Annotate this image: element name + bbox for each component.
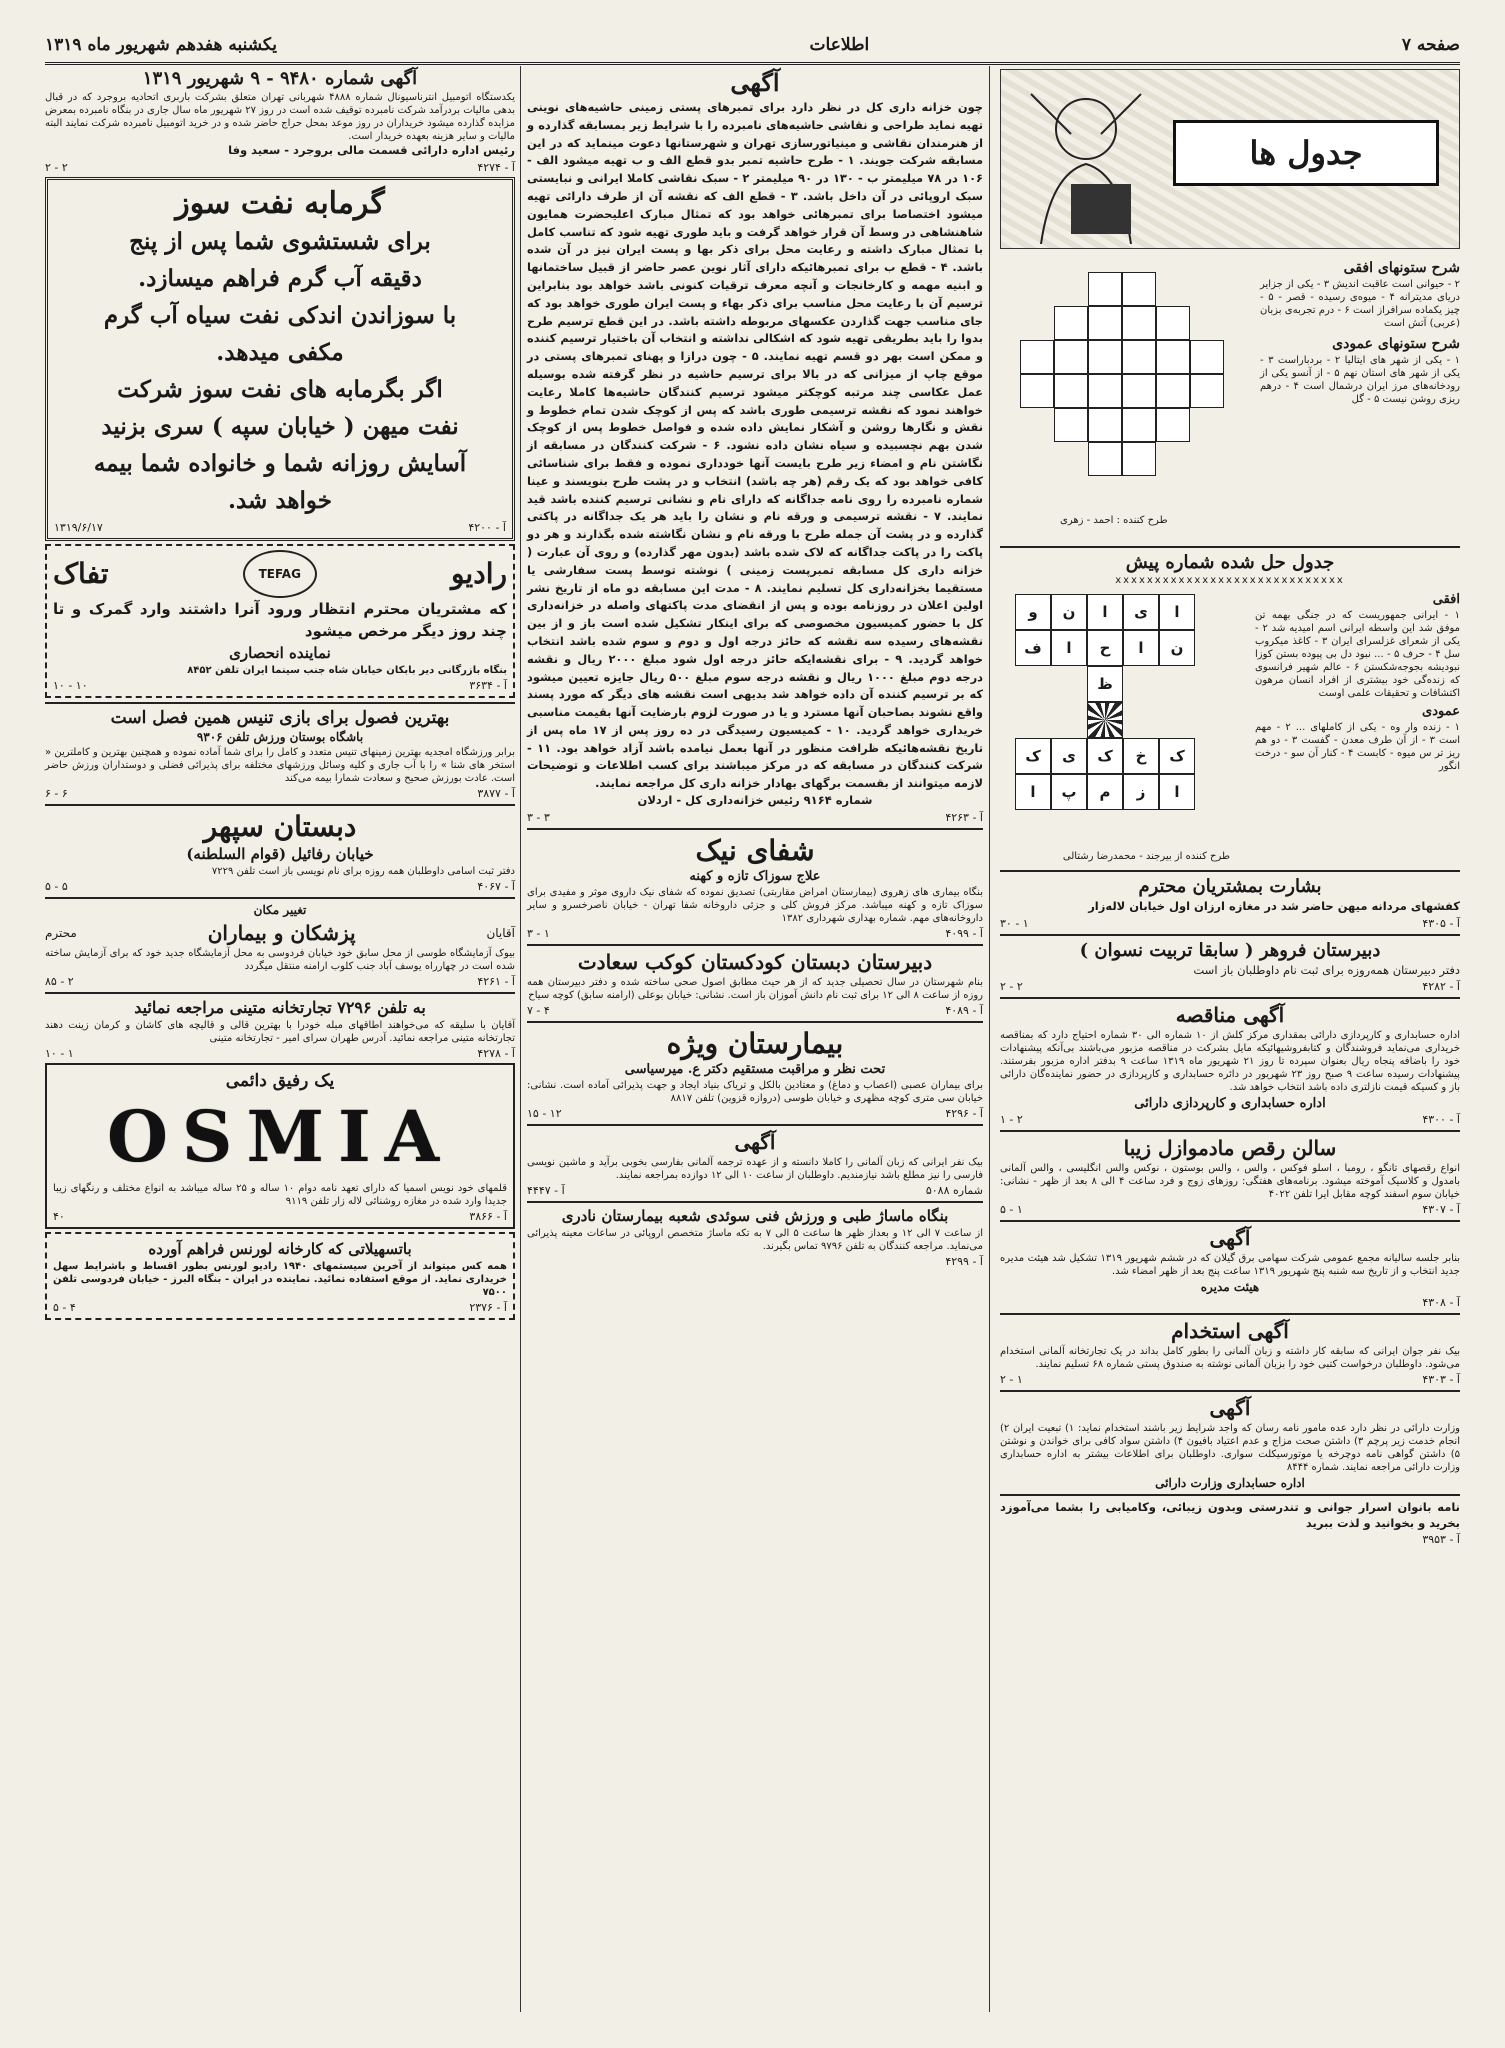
ad-notice1-code: آ - ۴۳۰۸ — [1422, 1296, 1460, 1309]
ad-tender-code: آ - ۴۳۰۰ — [1422, 1113, 1460, 1126]
ad-tennis-code: آ - ۳۸۷۷ — [477, 786, 515, 800]
ad-matini — [45, 998, 515, 1060]
ad-tender-ref: ۲ - ۱ — [1000, 1113, 1023, 1126]
ad-hospital-title: بیمارستان ویژه — [666, 1026, 844, 1060]
crossword-cell — [1088, 340, 1122, 374]
ad-move-body: بیوک آزمایشگاه طوسی از محل سابق خود خیابان فردوسی به محل آزمایشگاه جدید خود که برای آزمایش ساخته شده است در چهارراه یوسف آباد جنب کلوب ارامنه منتقل میگردد — [45, 947, 515, 972]
ad-treasury-code: آ - ۴۲۶۳ — [945, 810, 983, 824]
crossword-cell — [1088, 408, 1122, 442]
ad-move — [45, 903, 515, 988]
ad-radio-code: آ - ۳۶۳۴ — [469, 678, 507, 692]
solved-cell: ک — [1159, 738, 1195, 774]
ad-school-body: دفتر دبیرستان همه‌روزه برای ثبت نام داوطلبان باز است — [1193, 962, 1460, 977]
across-clues: ۲ - حیوانی است عاقبت اندیش ۳ - یکی از جزایر دریای مدیترانه ۴ - میوه‌ی رسیده - قصر - ۵ - چیز یکماده سرافراز است ۶ - درم‌ تجربه‌ی بزبان (عربی) آتش است — [1260, 279, 1460, 329]
ad-matini-code: آ - ۴۲۷۸ — [477, 1046, 515, 1060]
ad-osmia-title: یک رفیق دائمی — [225, 1070, 335, 1091]
ad-treasury — [527, 68, 983, 824]
crossword-cell — [1054, 374, 1088, 408]
ad-move-code: آ - ۴۲۶۱ — [477, 974, 515, 988]
solved-down-title: عمودی — [1422, 704, 1460, 719]
ad-notice2-title: آگهی — [1209, 1396, 1251, 1420]
ad-dance-ref: ۱ - ۵ — [1000, 1203, 1023, 1216]
puzzle-author: طرح کننده : احمد - زهری — [1060, 515, 1168, 526]
issue-date: یکشنبه هفدهم شهریور ماه ۱۳۱۹ — [45, 35, 278, 55]
ad-bath-line: اگر بگرمابه های نفت سوز شرکت — [117, 375, 443, 403]
across-title: شرح ستونهای افقی — [1343, 260, 1460, 276]
ad-car-body: یکدستگاه اتومبیل انترناسیونال شماره ۴۸۸۸ شهربانی تهران متعلق بشرکت باربری اتحادیه بروجرد که در قبال بدهی مالیات بردرآمد شرکت نامبرده توقیف شده است در روز ۲۷ شهریور ماه سال جاری در بنگاه نامبرده بمعرض مزایده گذارده میشود خریداران در روز موعد بمحل حراج حاضر شده و در خرید اتومبیل نامبرده شرکت نمایند البته مالیات و سایر هزینه بعهده خریدار است. — [45, 92, 516, 142]
ad-dance — [1000, 1136, 1460, 1216]
ad-hospital-sub: تحت نظر و مراقبت مستقیم دکتر ع. میرسیاسی — [624, 1061, 886, 1077]
solved-cell — [1159, 702, 1195, 738]
ad-radio-title: رادیو — [450, 557, 507, 590]
ad-hospital-code: آ - ۴۲۹۶ — [945, 1106, 983, 1120]
ad-lorenz-title: باتسهیلاتی که کارخانه لورنس فراهم آورده — [148, 1239, 412, 1258]
ad-matini-ref: ۱ - ۱۰ — [45, 1046, 74, 1060]
ad-sepehr — [45, 810, 515, 893]
ad-kowkab-code: آ - ۴۰۸۹ — [945, 1003, 983, 1017]
crossword-cell — [1122, 340, 1156, 374]
solved-cell — [1123, 702, 1159, 738]
crossword-cell — [1122, 408, 1156, 442]
solved-cell: پ — [1051, 774, 1087, 810]
solved-cell — [1015, 666, 1051, 702]
crossword-cell — [1054, 272, 1088, 306]
ad-tennis-ref: ۶ - ۶ — [45, 786, 68, 800]
crossword-grid — [1020, 272, 1224, 476]
ad-tender-title: آگهی مناقصه — [1175, 1003, 1285, 1027]
ad-tennis-title: بهترین فصول برای بازی تنیس همین فصل است — [110, 707, 450, 728]
ad-lorenz-code: آ - ۲۳۷۶ — [469, 1300, 507, 1314]
down-title: شرح ستونهای عمودی — [1332, 336, 1460, 352]
solved-cell: ک — [1015, 738, 1051, 774]
ad-shoes-title: بشارت بمشتریان محترم — [1138, 876, 1322, 897]
solved-cell: ا — [1015, 774, 1051, 810]
ad-tender-body: اداره حسابداری و کارپردازی دارائی بمقداری مرکز کلش از ۱۰ شماره الی ۳۰ شماره احتیاج دارد که بمناقصه خریداری می‌نماید فروشندگان و کتابفروشیهائیکه مایل بشرکت در مناقصه مزبور می‌باشند بی‌آنکه پیشنهادات خود را باضافه پنجاه ریال بعنوان سپرده تا روز ۲۱ شهریور ماه ۱۳۱۹ ساعت ۹ بدفتر اداره مزبور بفرستند. پیشنهادات رسیده ساعت ۹ صبح روز ۲۳ شهریور در دائره حسابداری و کارپردازی در حضور نماینده‌گان دارائی باز و کسیکه قیمت نازلتری داده باشد انتخاب خواهد شد. — [1000, 1030, 1461, 1093]
ad-bath-title: گرمابه نفت سوز — [175, 185, 385, 221]
solved-cell — [1015, 702, 1051, 738]
solved-cell: ا — [1123, 630, 1159, 666]
solved-title: جدول حل شده شماره پیش — [1125, 552, 1335, 573]
down-clues: ۱ - یکی از شهر های ایتالیا ۲ - بردباراست ۳ - یکی از شهر های استان نهم ۵ - از آنسو یکی از رودخانه‌های مرز ایران درشمال است ۴ - درهم ریزی روشن نیست ۵ - گل — [1260, 355, 1461, 405]
puzzle-banner — [1000, 69, 1460, 249]
solved-cell — [1087, 702, 1123, 738]
column-left — [45, 66, 515, 2012]
solved-cell: و — [1015, 594, 1051, 630]
ad-clinic-title: شفای نیک — [695, 833, 815, 867]
ad-lorenz-ref: ۴ - ۵ — [53, 1300, 76, 1314]
ad-bath-line: آسایش روزانه شما و خانواده شما بیمه — [93, 449, 467, 477]
puzzle-section — [1000, 252, 1460, 542]
ad-clinic — [527, 834, 983, 940]
crossword-cell — [1088, 272, 1122, 306]
ad-treasury-sign: شماره ۹۱۶۴ رئیس خزانه‌داری کل - اردلان — [637, 793, 873, 808]
ad-move-right: آقایان — [486, 925, 515, 940]
ad-sport-body: از ساعت ۷ الی ۱۲ و بعداز ظهر ها ساعت ۵ الی ۷ به تکه ماساژ متخصص اروپائی در ساعات معینه پذیرائی می‌نماید. مراجعه کنندگان به تلفن ۹۷۹۶ تماس بگیرند. — [527, 1227, 983, 1252]
solved-cell: ن — [1159, 630, 1195, 666]
ad-shoes-body: کفشهای مردانه میهن حاضر شد در مغازه ارزان اول خیابان لاله‌زار — [1088, 899, 1460, 913]
ad-shoes-ref: ۱ - ۳۰ — [1000, 916, 1029, 930]
crossword-cell — [1190, 340, 1224, 374]
ad-hire-title: آگهی استخدام — [1171, 1319, 1289, 1343]
ad-shoes — [1000, 876, 1460, 930]
crossword-cell — [1156, 408, 1190, 442]
ad-dance-code: آ - ۴۳۰۷ — [1422, 1203, 1460, 1216]
ad-school-title: دبیرستان فروهر ( سابقا تربیت نسوان ) — [1079, 939, 1381, 961]
crossword-cell — [1054, 340, 1088, 374]
ad-radio — [45, 544, 515, 698]
ad-car-title: آگهی شماره ۹۴۸۰ - ۹ شهریور ۱۳۱۹ — [142, 68, 418, 89]
solved-cell: ز — [1123, 774, 1159, 810]
ad-sepehr-title: دبستان سپهر — [203, 809, 357, 843]
ad-car-sign: رئیس اداره دارائی قسمت مالی بروجرد - سعید وفا — [228, 143, 515, 157]
ad-notice1 — [1000, 1226, 1460, 1309]
ad-matini-body: آقایان با سلیقه که می‌خواهند اطاقهای مبله خودرا با بهترین قالی و قالیچه های کاشان و کرمان زینت دهند تجارتخانه متینی مراجعه نمائید. آدرس طهران سرای امیر - تجارتخانه متینی — [45, 1019, 515, 1044]
crossword-cell — [1156, 272, 1190, 306]
ad-notice3-ref: شماره ۵۰۸۸ — [925, 1183, 983, 1197]
solved-cell: م — [1087, 774, 1123, 810]
ad-clinic-ref: ۱ - ۳ — [527, 926, 550, 940]
page-header — [45, 28, 1460, 65]
ad-move-ref: ۲ - ۸۵ — [45, 974, 74, 988]
ad-bath-line: مکفی میدهد. — [216, 338, 344, 366]
crossword-cell — [1020, 408, 1054, 442]
ad-tennis-body: برابر ورزشگاه امجدیه بهترین زمینهای تنیس متعدد و کامل را برای شما آماده نموده و همچنین بهترین و کاملترین « استخر های شنا » را با آب جاری و کلیه وسائل ورزشهای مختلفه برای پذیرائی فضلی و دوستداران ورزش حاضر است. عادت بورزش صحیح و سعادت شمارا بیمه می‌کند — [45, 746, 515, 784]
ad-clinic-code: آ - ۴۰۹۹ — [945, 926, 983, 940]
ad-school — [1000, 940, 1460, 994]
crossword-cell — [1156, 442, 1190, 476]
puzzle-banner-title: جدول ها — [1173, 120, 1439, 186]
ad-bath — [45, 177, 515, 541]
solved-cell — [1159, 666, 1195, 702]
ad-shoes-code: آ - ۴۳۰۵ — [1422, 916, 1460, 930]
ad-hire-ref: ۱ - ۲ — [1000, 1373, 1023, 1386]
ad-treasury-title: آگهی — [730, 68, 780, 97]
crossword-cell — [1190, 374, 1224, 408]
ad-sport-code: آ - ۴۲۹۹ — [945, 1254, 983, 1268]
ad-bath-ref: ۱۳۱۹/۶/۱۷ — [54, 520, 103, 534]
ad-notice1-title: آگهی — [1209, 1226, 1251, 1250]
ad-radio-ref: ۱۰ - ۱۰ — [53, 678, 88, 692]
solved-across: ۱ - ایرانی جمهوریست که در جنگی بهمه تن موفق شد این واسطه ایرانی اسم امیدیه شد ۲ - یکی از شعرای غزلسرای ایران ۳ - کاغذ میکروب سل ۴ - حرف ۵ - ... نبود دل بی پیوده بستن کوزا نبودیشه بجوجه‌شکستن ۶ - عالم شهیر فرانسوی که زنده‌گی خود بیشتری از افراد انسان مرهون اکتشافات و تحقیقات علمی اوست — [1255, 610, 1460, 699]
ad-tender-sign: اداره حسابداری و کارپردازی دارائی — [1134, 1096, 1326, 1111]
solved-cell: ف — [1015, 630, 1051, 666]
ad-hospital-ref: ۱۲ - ۱۵ — [527, 1106, 562, 1120]
ad-osmia-body: قلمهای خود نویس اسمیا که دارای تعهد نامه دوام ۱۰ ساله و ۲۵ ساله میباشد به انواع مختلف و رنگهای زیبا جدیدا وارد شده در مغازه روشنائی لاله زار تلفن ۹۱۱۹ — [53, 1182, 508, 1207]
ad-bath-code: آ - ۴۲۰۰ — [468, 520, 506, 534]
ad-matini-title: به تلفن ۷۲۹۶ تجارتخانه متینی مراجعه نمائید — [134, 997, 426, 1017]
solved-cell: ن — [1051, 594, 1087, 630]
ad-osmia — [45, 1063, 515, 1229]
solved-cell — [1123, 666, 1159, 702]
solved-author: طرح کننده از بیرجند - محمدرضا رشتالی — [1062, 851, 1230, 862]
ad-bath-line: برای شستشوی شما پس از پنج — [129, 227, 431, 255]
solved-cell: ک — [1087, 738, 1123, 774]
crossword-cell — [1020, 340, 1054, 374]
solved-cell — [1051, 702, 1087, 738]
crossword-cell — [1190, 442, 1224, 476]
crossword-cell — [1122, 442, 1156, 476]
crossword-cell — [1156, 306, 1190, 340]
osmia-logo: OSMIA — [106, 1094, 454, 1178]
ad-osmia-ref: ۴۰ — [53, 1209, 65, 1223]
crossword-cell — [1054, 442, 1088, 476]
crossword-cell — [1054, 408, 1088, 442]
ad-beauty-body: نامه بانوان اسرار جوانی و تندرستی وبدون زیبائی، وکامیابی را بشما می‌آموزد بخرید و بخوانید و لذت ببرید — [1000, 1500, 1460, 1530]
ad-dance-title: سالن رقص مادموازل زیبا — [1123, 1136, 1337, 1160]
ad-osmia-code: آ - ۳۸۶۶ — [469, 1209, 507, 1223]
ad-school-code: آ - ۴۲۸۲ — [1422, 980, 1460, 993]
ad-notice2-sign: اداره حسابداری وزارت دارائی — [1155, 1476, 1305, 1490]
ad-car-code: آ - ۴۲۷۴ — [477, 160, 515, 174]
ad-notice1-body: بنابر جلسه سالیانه مجمع عمومی شرکت سهامی برق گیلان که در ششم شهریور ۱۳۱۹ تشکیل شد هیئت مدیره جدید انتخاب و از تاریخ سه شنبه پنج شهریور ۱۳۱۹ ساعت پنج بعد از ظهر امضاء شد. — [1000, 1253, 1460, 1277]
ad-notice3-body: بیک نفر ایرانی که زبان آلمانی را کاملا دانسته و از عهده ترجمه آلمانی بفارسی بخوبی برآید و ماشین نویسی فارسی را نیز مطلع باشد نیازمندیم. داوطلبان از ساعت ۱۰ الی ۱۲ دوازده بمراجعه نمایند. — [527, 1156, 983, 1181]
ad-sepehr-code: آ - ۴۰۶۷ — [477, 879, 515, 893]
ad-sport-title: بنگاه ماساژ طبی و ورزش فنی سوئدی شعبه بیمارستان نادری — [561, 1206, 949, 1225]
ad-notice3-code: آ - ۴۴۴۷ — [527, 1183, 565, 1197]
solved-cell: ا — [1159, 774, 1195, 810]
ad-tennis-sub: باشگاه بوستان ورزش تلفن ۹۳۰۶ — [196, 729, 364, 744]
ad-radio-addr: بنگاه بازرگانی دیر بابکان خیابان شاه جنب سینما ایران تلفن ۸۴۵۲ — [187, 664, 507, 676]
crossword-cell — [1020, 374, 1054, 408]
ad-bath-line: نفت میهن ( خیابان سپه ) سری بزنید — [101, 412, 459, 440]
ad-notice2 — [1000, 1396, 1460, 1490]
crossword-cell — [1122, 374, 1156, 408]
ad-tennis — [45, 708, 515, 800]
solved-cell: ی — [1051, 738, 1087, 774]
ad-dance-body: انواع رقصهای تانگو ، رومبا ، اسلو فوکس ، والس ، والس بوستون ، نوکس والس انگلیسی ، والس آلمانی بامدول و کلاسیک آموخته میشود. برنامه‌های هفتگی: روزهای زوج و فرد ساعت ۴ الی ۸ بعد از ظهر - نشانی: خیابان سوم اسفند کوچه مقابل ایرا تلفن ۴۰۲۲ — [1000, 1163, 1460, 1200]
ad-radio-rep: نماینده انحصاری — [229, 643, 331, 662]
column-middle — [520, 66, 990, 2012]
ad-notice2-body: وزارت دارائی در نظر دارد عده مامور نامه رسان که واجد شرایط زیر باشند استخدام نماید: ۱) تبعیت ایران ۲) انجام خدمت زیر پرچم ۳) داشتن صحت مزاج و عدم اعتیاد بافیون ۴) داشتن سواد کافی برای خواندن و نوشتن ۵) داشتن گواهی نامه دوچرخه یا موتورسیکلت سواری. داوطلبان برای اطلاعات بیشتر به اداره حسابداری وزارت دارائی مراجعه نمایند. شماره ۸۴۴۴ — [1000, 1423, 1460, 1473]
crossword-cell — [1190, 306, 1224, 340]
column-right: جدول ها شرح ستونهای افقی ۲ - حیوانی است عاقبت اندیش ۳ - یکی از جزایر دریای مدیترانه ۴ - میوه‌ی رسیده - قصر - ۵ - چیز یکماده سرافراز است ۶ - درم‌ تجربه‌ی بزبان (عربی) آتش است شرح ستونهای عمودی ۱ - یکی از شهر های ایتالیا ۲ - بردباراست ۳ - یکی از شهر های استان نهم ۵ - از آنسو یکی از رودخانه‌های مرز ایران درشمال است ۴ - درهم ریزی روشن نیست ۵ - گل طرح کننده : احمد - زهری جدول حل شده شماره پیش xxxxxxxxxxxxxxxxxxxxxxxxxxxxx افقی ۱ - ایرانی جمهوریست که در جنگی بهمه تن موفق شد این واسطه ایرانی اسم امیدیه شد ۲ - یکی از شعرای غزلسرای ایران ۳ - کاغذ میکروب سل ۴ - حرف ۵ - ... نبود دل بی پیوده بستن کوزا نبودیشه بجوجه‌شکستن ۶ - عالم شهیر فرانسوی که زنده‌گی خود بیشتری از افراد انسان مرهون اکتشافات و تحقیقات علمی اوست عمودی ۱ - زنده وار وه - یکی از کاملهای ... ۲ - مهم است ۳ - از آن طرف معدن - گفست ۳ - دو هم ریز تر س میوه - کابست ۴ - کنار آن سو - درخت انگور ا ی ا ن و ن ا ح ا ف ظ ک خ ک ی ک ا ز م پ ا طرح کننده از بیرجند - محمدرضا رشتالی بشارت بمشتریان محترم کفشهای مردانه میهن حاضر شد در مغازه ارزان اول خیابان لاله‌زار آ - ۴۳۰۵ ۱ - ۳۰ دبیرستان فروهر ( سابقا تربیت نسوان ) دفتر دبیرستان همه‌روزه برای ثبت نام داوطلبان باز است آ - ۴۲۸۲ ۲ - ۲ آگهی مناقصه اداره حسابداری و کارپردازی دارائی بمقداری مرکز کلش از ۱۰ شماره الی ۳۰ شماره احتیاج دارد که بمناقصه خریداری می‌نماید فروشندگان و کتابفروشیهائیکه مایل بشرکت در مناقصه مزبور می‌باشند بی‌آنکه پیشنهادات خود را باضافه پنجاه ریال بعنوان سپرده تا روز ۲۱ شهریور ماه ۱۳۱۹ ساعت ۹ بدفتر اداره مزبور بفرستند. پیشنهادات رسیده ساعت ۹ صبح روز ۲۳ شهریور در دائره حسابداری و کارپردازی در حضور نماینده‌گان دارائی باز و کسیکه قیمت نازلتری داده باشد انتخاب خواهد شد. اداره حسابداری و کارپردازی دارائی آ - ۴۳۰۰ ۲ - ۱ سالن رقص مادموازل زیبا انواع رقصهای تانگو ، رومبا ، اسلو فوکس ، والس ، والس بوستون ، نوکس والس انگلیسی ، والس آلمانی بامدول و کلاسیک آموخته میشود. برنامه‌های هفتگی: روزهای زوج و فرد ساعت ۴ الی ۸ بعد از ظهر - نشانی: خیابان سوم اسفند کوچه مقابل ایرا تلفن ۴۰۲۲ آ - ۴۳۰۷ ۱ - ۵ آگهی بنابر جلسه سالیانه مجمع عمومی شرکت سهامی برق گیلان که در ششم شهریور ۱۳۱۹ تشکیل شد هیئت مدیره جدید انتخاب و از تاریخ سه شنبه پنج شهریور ۱۳۱۹ ساعت پنج بعد از ظهر امضاء شد. هیئت مدیره آ - ۴۳۰۸ آگهی استخدام بیک نفر جوان ایرانی که سابقه کار داشته و زبان آلمانی را بطور کامل بداند در یک تجارتخانه آلمانی استخدام می‌شود. داوطلبان درخواست کتبی خود را بزبان آلمانی نوشته به صندوق پستی شماره ۶۸ تسلیم نمایند. آ - ۴۳۰۳ ۱ - ۲ آگهی وزارت دارائی در نظر دارد عده مامور نامه رسان که واجد شرایط زیر باشند استخدام نماید: ۱) تبعیت ایران ۲) انجام خدمت زیر پرچم ۳) داشتن صحت مزاج و عدم اعتیاد بافیون ۴) داشتن سواد کافی برای خواندن و نوشتن ۵) داشتن گواهی نامه دوچرخه یا موتورسیکلت سواری. داوطلبان برای اطلاعات بیشتر به اداره حسابداری وزارت دارائی مراجعه نمایند. شماره ۸۴۴۴ اداره حسابداری وزارت دارائی نامه بانوان اسرار جوانی و تندرستی وبدون زیبائی، وکامیابی را بشما می‌آموزد بخرید و بخوانید و لذت ببرید آ - ۳۹۵۳ — [1000, 66, 1460, 2012]
crossword-cell — [1020, 272, 1054, 306]
solved-cell: خ — [1123, 738, 1159, 774]
ad-lorenz — [45, 1232, 515, 1320]
tefag-logo: TEFAG — [243, 550, 317, 598]
ad-kowkab — [527, 950, 983, 1017]
crossword-cell — [1088, 374, 1122, 408]
crossword-cell — [1190, 408, 1224, 442]
ad-clinic-body: بنگاه بیماری های زهروی (بیمارستان امراض مقاربتی) تصدیق نموده که شفای نیک داروی موثر و مفیدی برای سوزاک تازه و کهنه میباشد. مرکز فروش کلی و جزئی داروخانه شفا تهران - خیابان ناصرخسرو و سایر داروخانه‌های مهم. شماره بهداری شهرداری ۱۳۸۲ — [527, 886, 983, 924]
ad-hospital-body: برای بیماران عصبی (اعصاب و دماغ) و معتادین بالکل و تریاک بنیاد ایجاد و جهت پذیرائی آماده است. نشانی: خیابان سی متری کوچه مظهری و خیابان طوسی (دروازه قزوین) تلفن ۸۸۱۷ — [527, 1079, 983, 1104]
crossword-cell — [1020, 306, 1054, 340]
ad-kowkab-body: بنام شهرستان در سال تحصیلی جدید که از هر حیث مطابق اصول صحی ساخته شده و دفتر دبیرستان همه روزه از ساعت ۸ الی ۱۲ برای ثبت نام دانش آموزان باز است. نشانی: خیابان بوعلی (ارامنه سابق) کوچه سیاح — [527, 976, 983, 1001]
ad-beauty — [1000, 1500, 1460, 1546]
ad-kowkab-title: دبیرستان دبستان کودکستان کوکب سعادت — [577, 949, 933, 974]
solved-cell: ا — [1159, 594, 1195, 630]
solved-cell: ح — [1087, 630, 1123, 666]
ad-bath-lines — [54, 223, 506, 519]
ad-notice1-sign: هیئت مدیره — [1200, 1280, 1260, 1294]
ad-car-ref: ۲ - ۲ — [45, 160, 68, 174]
crossword-cell — [1156, 340, 1190, 374]
paper-name: اطلاعات — [809, 35, 870, 55]
ad-sepehr-body: دفتر ثبت اسامی داوطلبان همه روزه برای نام نویسی باز است تلفن ۷۲۲۹ — [211, 865, 515, 877]
ad-car — [45, 68, 515, 174]
ad-hire-code: آ - ۴۳۰۳ — [1422, 1373, 1460, 1386]
solved-grid — [1015, 594, 1195, 810]
crossword-cell — [1156, 374, 1190, 408]
solved-cell: ظ — [1087, 666, 1123, 702]
crossword-cell — [1020, 442, 1054, 476]
ad-move-left: محترم — [45, 925, 77, 940]
solved-across-title: افقی — [1432, 592, 1460, 607]
ad-sepehr-sub: خیابان رفائیل (قوام السلطنه) — [186, 844, 374, 863]
ad-move-title: پزشکان و بیماران — [207, 920, 356, 945]
ad-bath-line: با سوزاندن اندکی نفت سیاه آب گرم — [103, 301, 457, 329]
crossword-cell — [1088, 306, 1122, 340]
ad-notice3-title: آگهی — [734, 1129, 776, 1154]
crossword-cell — [1122, 272, 1156, 306]
crossword-cell — [1190, 272, 1224, 306]
puzzle-illustration — [1011, 74, 1161, 244]
ad-notice3 — [527, 1130, 983, 1197]
ad-bath-line: خواهد شد. — [227, 486, 333, 514]
ad-treasury-body: چون خزانه داری کل در نظر دارد برای تمبرهای پستی زمینی حاشیه‌های نوینی تهیه نماید طراحی و نقاشی حاشیه‌های نامبرده را با شرایط زیر بمسابقه گذارده و از هنرمندان نقاشی و مینیاتورسازی تهران و شهرستانها دعوت مینماید که در این مسابقه شرکت جویند. ۱ - طرح حاشیه تمبر بدو قطع الف و ب تهیه میشود الف - ۱۰۶ در ۷۸ میلیمتر ب - ۱۳۰ در ۹۰ میلیمتر ۲ - سبک نقاشی کاملا ایرانی و نبایستی سبک اروپائی در آن داخل باشد. ۳ - قطع الف که نقشه آن از طرف دارائی تهیه میشود اختصاصا برای تمبرهائی خواهد بود که تمثال مبارک اعلیحضرت همایون شاهنشاهی در وسط آن قرار خواهد گرفت و باید طوری تهیه شود که تناسب کامل با تمثال مبارک داشته و رعایت محل برای ذکر بها و پست ایران نیز در آن شده باشد. ۴ - قطع ب برای تمبرهائیکه دارای آثار نوین عصر حاضر از قبیل ساختمانها و ابنیه مهمه و کارخانجات و آنچه معرف ترقیات کنونی باشد خواهد بود بنابراین ترسیم آن با رعایت محل مناسب برای ذکر بهاء و پست ایران طوری خواهد بود که جای مناسب جهت گذاردن عکسهای مربوطه داشته باشد. در این قطع ترسیم طرح بدوا را باید بطریقی تهیه شود که اشکالی نداشته و انتخاب آن باختیار ترسیم کننده و ممکن است بهر دو قسم تهیه نمایند. ۵ - چون درازا و پهنای تمبرهای پستی در موقع چاپ از میزانی که در بالا برای ترسیم حاشیه در نظر گرفته شده بوسیله عمل عکاسی چند مرتبه کوچکتر میشود ترسیم کنندگان حاشیه‌ها کاملا رعایت خواهند نمود که نقشه ترسیمی طوری باشد که پس از کوچک شدن تمام خطوط و نقش و نگارها روشن و آشکار نمایش داده شده و فواصل خطوط پس از کوچک شدن بهم نچسبیده و سیاه نشان داده نشود. ۶ - شرکت کنندگان در مسابقه از نگاشتن نام و امضاء زیر طرح بایست آنها خودداری نموده و فقط برای شناسائی کافی خواهد بود که یک رقم (هر چه باشد) انتخاب و در پشت طرح بنویسند و عینا شماره نامبرده را روی نامه جداگانه که دارای نام و نشانی ترسیم کننده باشد قید نمایند. ۷ - نقشه ترسیمی و ورقه نام و نشان را باید هر یک جداگانه در پاکتی گذارده و در پشت آن جمله طرح با ورقه نام و نشان نگاشته شده بگذارند و هر دو پاکت را در پاکت جداگانه که لاک شده باشد (بدون مهر گذارده) و روی آن عبارت ( خزانه داری کل مسابقه تمبرپست زمینی ) نوشته توسط پست سفارشی یا مستقیما بخزانه‌داری کل تسلیم نمایند. ۸ - مدت این مسابقه دو ماه از تاریخ نشر اولین اعلان در روزنامه بوده و پس از انقضای مدت پاکتهای واصله در خزانه‌داری کل با حضور کمیسیون مخصوصی که برای اینکار تشکیل شده است باز و از بین نقشه‌های رسیده سه نقشه که حائز درجه اول و دوم و سوم شده باشد انتخاب خواهد گردید. ۹ - برای نقشه‌ایکه حائز درجه اول شود مبلغ ۲۰۰۰ ریال و نقشه درجه دوم مبلغ ۱۰۰۰ ریال و نقشه درجه سوم مبلغ ۵۰۰ ریال جایزه تعیین میشود که بر ترسیم کننده آن داده خواهد شد بدیهی است نقشه های دیگر که مورد پسند واقع نشوند بصاحبان آنها مسترد و یا در صورت لزوم بارضایت آنها بقیمت مناسبی خریداری خواهد گردید. ۱۰ - کمیسیون رسیدگی در ده روز پس از ۱۷ ماه پس از تاریخ نقشه‌هائیکه ظرافت منظور در آنها بعمل نیامده باشد آزاد خواهد بود. ۱۱ - شرکت کنندگان در مسابقه که در مرکز میباشند برای کسب اطلاعات و توضیحات لازمه میتوانند از بقسمت برگهای بهادار خزانه داری کل مراجعه نمایند. — [527, 100, 984, 791]
ad-treasury-ref: ۳ - ۳ — [527, 810, 550, 824]
ad-bath-line: دقیقه آب گرم فراهم میسازد. — [138, 264, 422, 292]
solved-down: ۱ - زنده وار وه - یکی از کاملهای ... ۲ - مهم است ۳ - از آن طرف معدن - گفست ۳ - دو هم ریز تر س میوه - کابست ۴ - کنار آن سو - درخت انگور — [1255, 722, 1461, 772]
ad-sepehr-ref: ۵ - ۵ — [45, 879, 68, 893]
ad-clinic-sub: علاج سوزاک تازه و کهنه — [689, 868, 821, 884]
ad-lorenz-body: همه کس میتواند از آخرین سیستمهای ۱۹۴۰ رادیو لورنس بطور اقساط و باشرایط سهل خریداری نماید. از موقع استفاده نمائید. نماینده در ایران - بنگاه البرز - خیابان فردوسی تلفن ۷۵۰۰ — [53, 1260, 507, 1298]
ad-school-ref: ۲ - ۲ — [1000, 980, 1023, 993]
ad-move-top: تغییر مکان — [253, 902, 307, 917]
solved-cell: ا — [1051, 630, 1087, 666]
crossword-cell — [1088, 442, 1122, 476]
ad-hospital — [527, 1027, 983, 1120]
solved-cell: ی — [1123, 594, 1159, 630]
ad-radio-body: که مشتریان محترم انتظار ورود آنرا داشتند وارد گمرک و تا چند روز دیگر مرخص میشود — [53, 599, 507, 640]
solved-section — [1000, 586, 1460, 866]
ad-radio-brand: تفاک — [53, 557, 109, 590]
crossword-cell — [1054, 306, 1088, 340]
ad-sport — [527, 1207, 983, 1268]
solved-cell — [1051, 666, 1087, 702]
solved-cell: ا — [1087, 594, 1123, 630]
ad-hire — [1000, 1319, 1460, 1386]
page-number: صفحه ۷ — [1401, 35, 1460, 55]
ad-hire-body: بیک نفر جوان ایرانی که سابقه کار داشته و زبان آلمانی را بطور کامل بداند در یک تجارتخانه آلمانی استخدام می‌شود. داوطلبان درخواست کتبی خود را بزبان آلمانی نوشته به صندوق پستی شماره ۶۸ تسلیم نمایند. — [1000, 1346, 1460, 1370]
crossword-cell — [1122, 306, 1156, 340]
ad-beauty-code: آ - ۳۹۵۳ — [1422, 1533, 1460, 1546]
ad-tender — [1000, 1003, 1460, 1126]
ad-kowkab-ref: ۴ - ۷ — [527, 1003, 550, 1017]
